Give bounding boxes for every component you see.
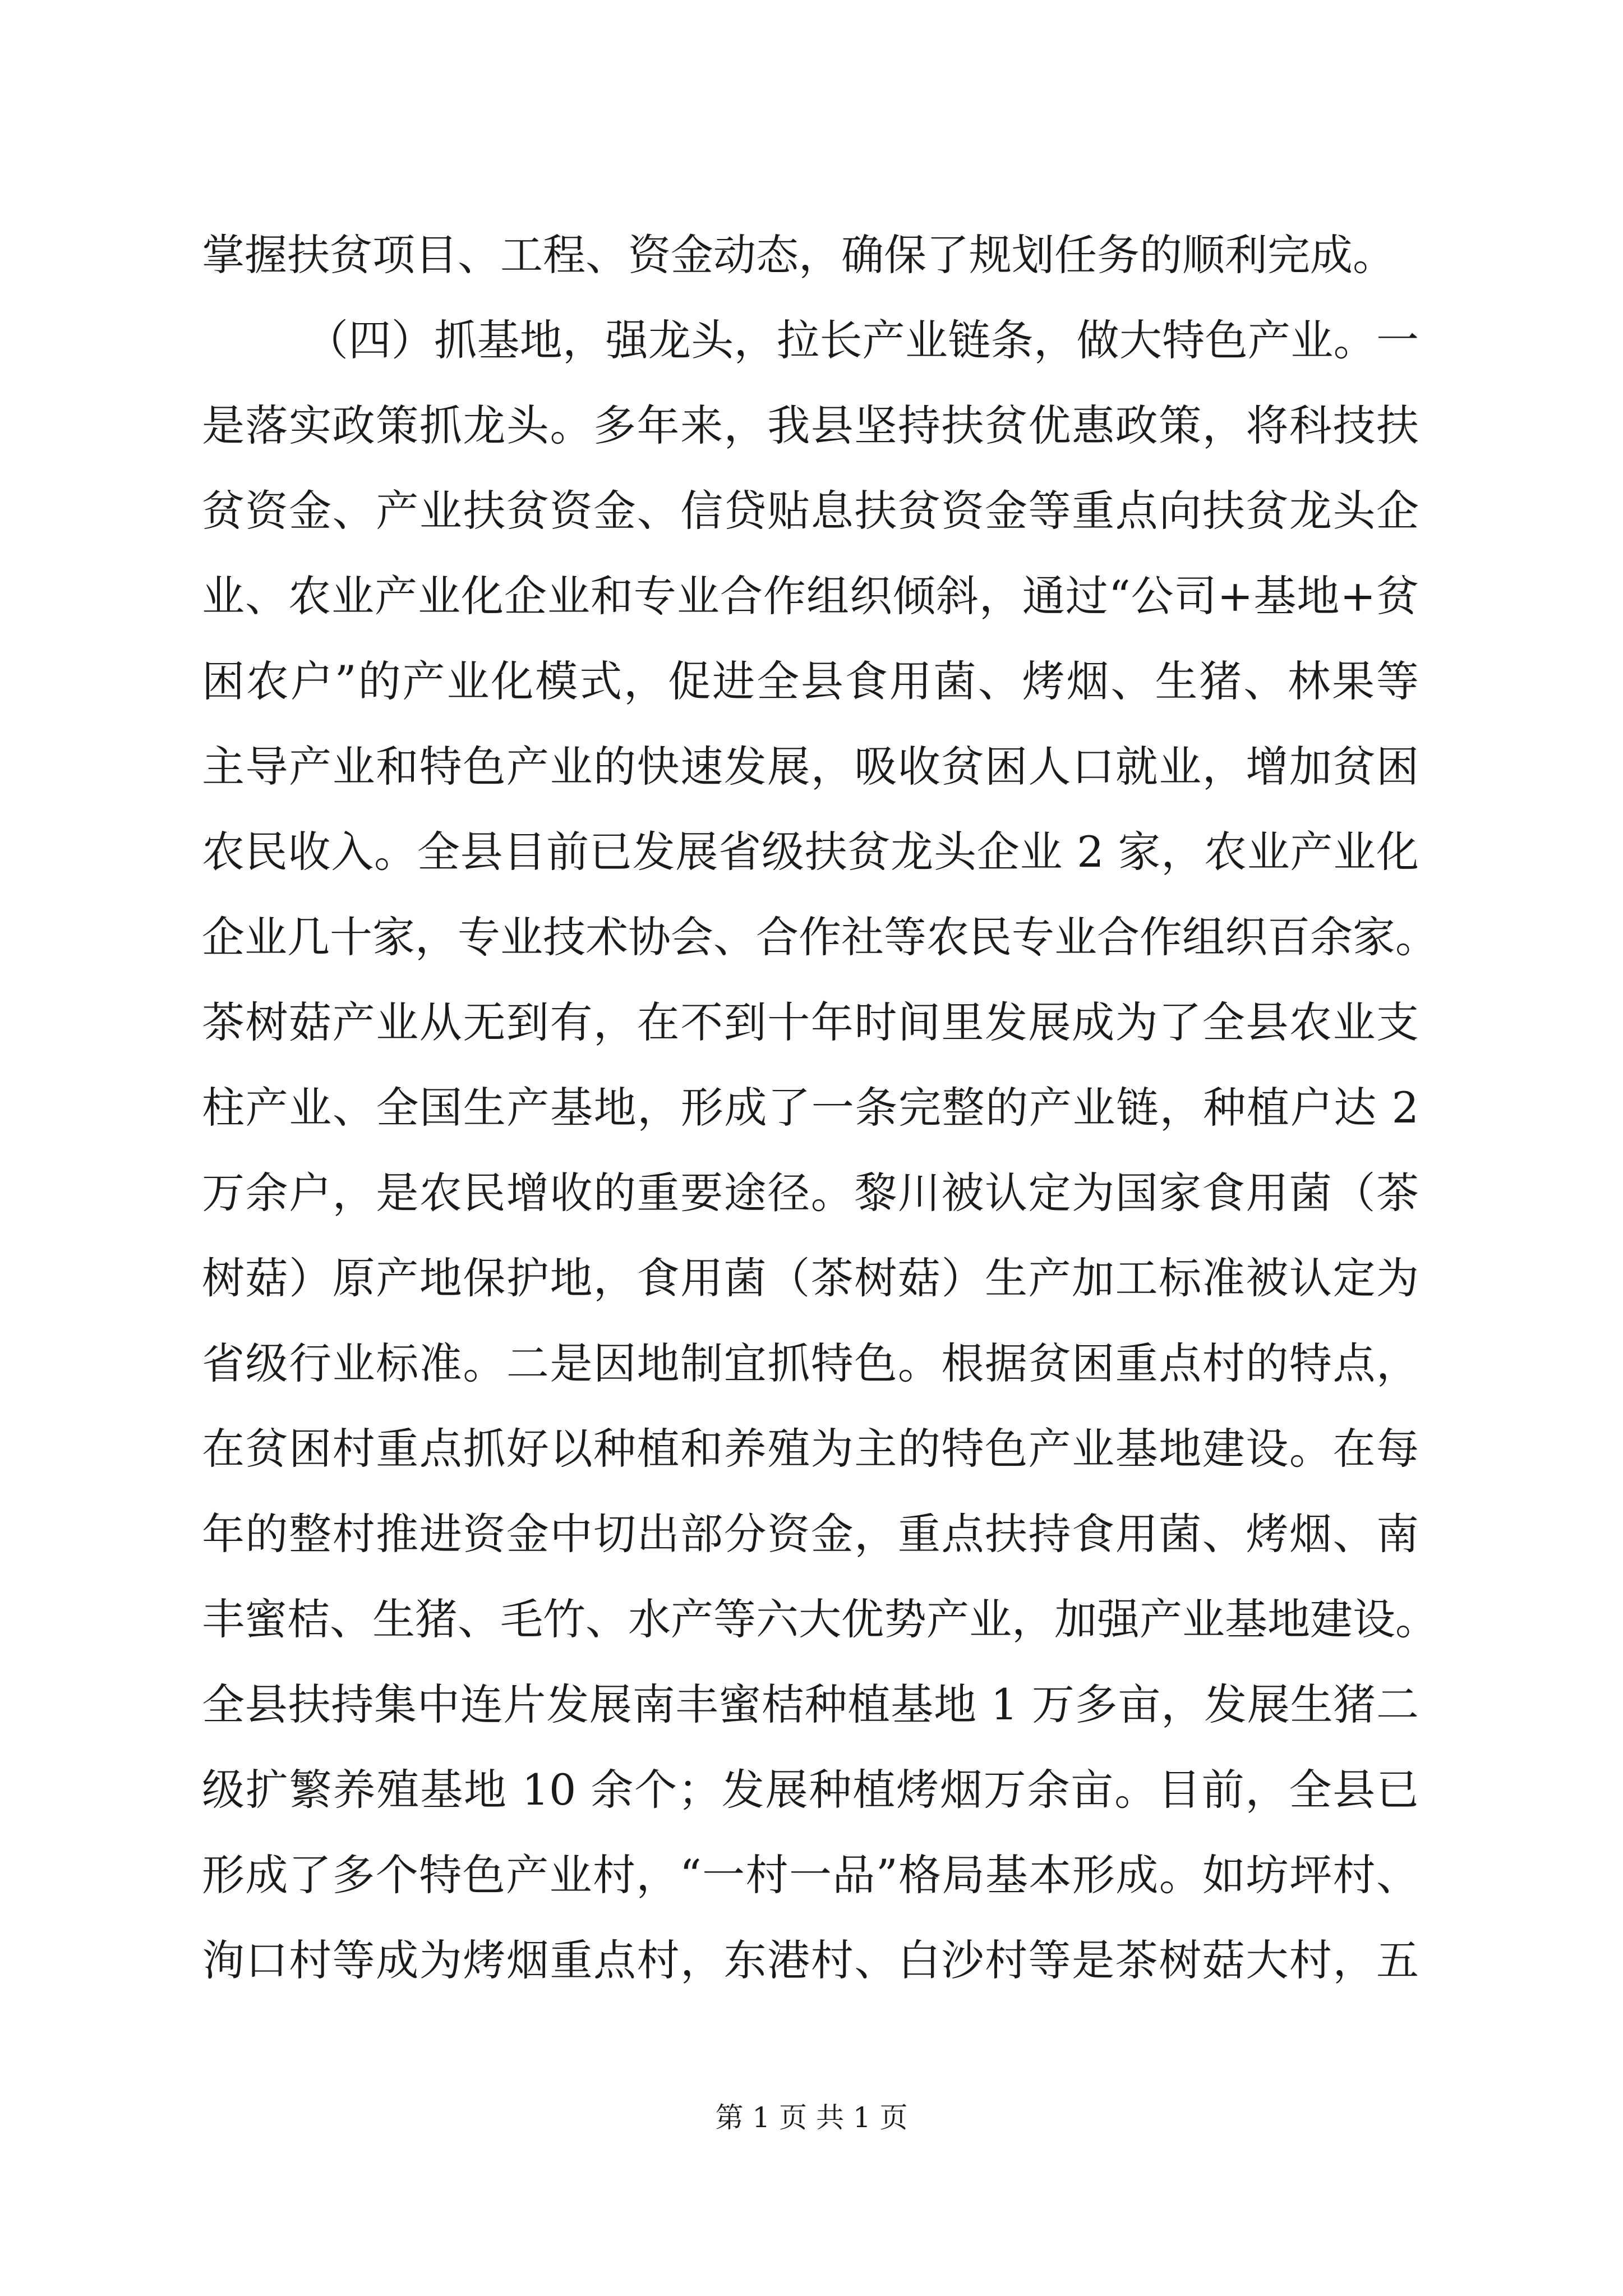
paragraph-line: 年的整村推进资金中切出部分资金，重点扶持食用菌、烤烟、南 bbox=[202, 1509, 1419, 1559]
paragraph-line: 洵口村等成为烤烟重点村，东港村、白沙村等是茶树菇大村，五 bbox=[202, 1935, 1419, 1985]
paragraph-line: 业、农业产业化企业和专业合作组织倾斜，通过“公司+基地+贫 bbox=[202, 571, 1419, 621]
paragraph-line: 困农户”的产业化模式，促进全县食用菌、烤烟、生猪、林果等 bbox=[202, 656, 1419, 706]
paragraph-line: 全县扶持集中连片发展南丰蜜桔种植基地 1 万多亩，发展生猪二 bbox=[202, 1680, 1419, 1729]
page-footer: 第 1 页 共 1 页 bbox=[715, 2101, 908, 2134]
paragraph-line: 企业几十家，专业技术协会、合作社等农民专业合作组织百余家。 bbox=[202, 912, 1438, 962]
paragraph-line: 级扩繁养殖基地 10 余个；发展种植烤烟万余亩。目前，全县已 bbox=[202, 1765, 1419, 1815]
paragraph-line: 是落实政策抓龙头。多年来，我县坚持扶贫优惠政策，将科技扶 bbox=[202, 401, 1419, 450]
paragraph-line: 茶树菇产业从无到有，在不到十年时间里发展成为了全县农业支 bbox=[202, 997, 1419, 1047]
paragraph-line: 农民收入。全县目前已发展省级扶贫龙头企业 2 家，农业产业化 bbox=[202, 827, 1419, 877]
paragraph-line: （四）抓基地，强龙头，拉长产业链条，做大特色产业。一 bbox=[306, 315, 1419, 365]
paragraph-line: 在贫困村重点抓好以种植和养殖为主的特色产业基地建设。在每 bbox=[202, 1424, 1419, 1474]
paragraph-line: 形成了多个特色产业村，“一村一品”格局基本形成。如坊坪村、 bbox=[202, 1850, 1419, 1900]
paragraph-line: 主导产业和特色产业的快速发展，吸收贫困人口就业，增加贫困 bbox=[202, 742, 1419, 792]
paragraph-line: 万余户，是农民增收的重要途径。黎川被认定为国家食用菌（茶 bbox=[202, 1168, 1419, 1218]
paragraph-line: 柱产业、全国生产基地，形成了一条完整的产业链，种植户达 2 bbox=[202, 1083, 1419, 1133]
paragraph-line: 树菇）原产地保护地，食用菌（茶树菇）生产加工标准被认定为 bbox=[202, 1253, 1419, 1303]
paragraph-line: 省级行业标准。二是因地制宜抓特色。根据贫困重点村的特点， bbox=[202, 1338, 1419, 1388]
paragraph-line: 贫资金、产业扶贫资金、信贷贴息扶贫资金等重点向扶贫龙头企 bbox=[202, 486, 1419, 536]
paragraph-line: 掌握扶贫项目、工程、资金动态，确保了规划任务的顺利完成。 bbox=[202, 230, 1395, 280]
paragraph-line: 丰蜜桔、生猪、毛竹、水产等六大优势产业，加强产业基地建设。 bbox=[202, 1594, 1438, 1644]
